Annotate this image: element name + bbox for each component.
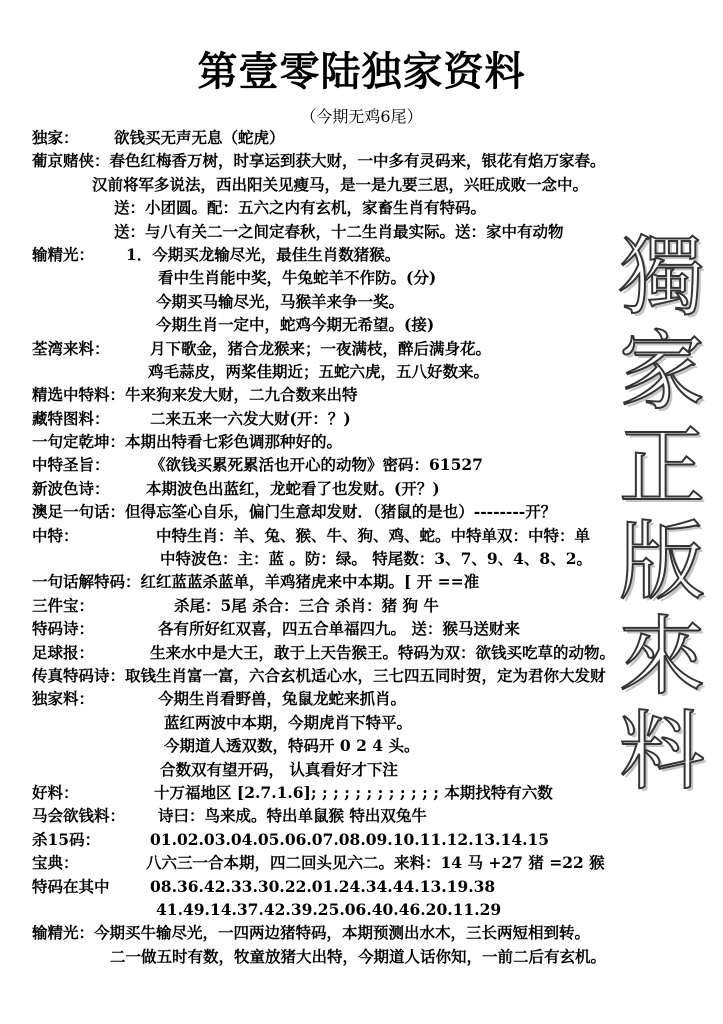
section-temashi <box>32 617 672 640</box>
section-pujing <box>32 149 672 172</box>
section-shujingguang-2 <box>32 921 672 944</box>
section-line: 二一做五时有数，牧童放猪大出特，今期道人话你知，一前二后有玄机。 <box>110 946 607 966</box>
section-dujialiao <box>32 687 672 710</box>
section-text: 08.36.42.33.30.22.01.24.34.44.13.19.38 <box>150 876 496 896</box>
section-label: 三件宝： <box>32 595 95 615</box>
section-line: 合数双有望开码， 认真看好才下注 <box>160 759 398 779</box>
section-shengzhi <box>32 453 672 476</box>
section-text: 杀尾：5尾 杀合：三合 杀肖：猪 狗 牛 <box>174 595 439 615</box>
section-text: 欲钱买无声无息（蛇虎） <box>114 128 285 147</box>
section-label: 一句定乾坤： <box>32 432 126 452</box>
section-line: 鸡毛蒜皮，两桨佳期近；五蛇六虎，五八好数来。 <box>148 361 490 381</box>
section-dujia <box>32 126 672 149</box>
section-aozu <box>32 500 672 523</box>
section-text: 本期波色出蓝红，龙蛇看了也发财。(开？) <box>146 478 440 498</box>
section-label: 输精光： <box>32 244 95 264</box>
section-label: 中特： <box>32 525 79 545</box>
section-zhongte <box>32 524 672 547</box>
section-text: 八六三一合本期，四二回头见六二。来料：14 马 +27 猪 =22 猴 <box>146 853 605 873</box>
section-jieteima <box>32 570 672 593</box>
section-label: 藏特图料： <box>32 408 110 428</box>
section-text: 月下歌金，猪合龙猴来；一夜满枝，醉后满身花。 <box>150 338 492 358</box>
section-label: 葡京赌侠： <box>32 151 110 171</box>
section-line: 今期买马输尽光，马猴羊来争一奖。 <box>156 291 405 311</box>
section-label: 精选中特料： <box>32 385 126 405</box>
section-text: 诗曰：鸟来成。特出单鼠猴 特出双兔牛 <box>158 806 427 826</box>
section-line: 蓝红两波中本期，今期虎肖下特平。 <box>164 712 413 732</box>
section-label: 马会欲钱料： <box>32 806 126 826</box>
section-text: 牛来狗来发大财，二九合数来出特 <box>125 385 358 405</box>
section-haoliao <box>32 781 672 804</box>
section-text: 十万福地区 [2.7.1.6]; ; ; ; ; ; ; ; ; ; ; ; 本期找特有六数 <box>154 782 553 802</box>
section-jingxuan <box>32 383 672 406</box>
section-text: 今期买牛输尽光，一四两边猪特码，本期预测出水木，三长两短相到转。 <box>94 923 591 943</box>
page-title: 第壹零陆独家资料 <box>197 49 526 95</box>
section-text: 中特生肖：羊、兔、猴、牛、狗、鸡、蛇。中特单双：中特：单 <box>156 525 591 545</box>
section-tema-qizhong <box>32 875 672 898</box>
section-label: 一句话解特码： <box>32 572 141 592</box>
section-text: 《欲钱买累死累活也开心的动物》密码：61527 <box>150 455 483 475</box>
section-text: 取钱生肖富一富，六合玄机适心水，三七四五同时贺，定为君你大发财 <box>125 665 606 685</box>
section-label: 足球报： <box>32 642 95 662</box>
section-line: 中特波色：主：蓝 。防：绿。 特尾数：3、7、9、4、8、2。 <box>160 549 593 569</box>
section-label: 杀15码： <box>32 829 101 849</box>
section-bose-shi <box>32 477 672 500</box>
section-line: 41.49.14.37.42.39.25.06.40.46.20.11.29 <box>156 899 502 919</box>
section-zuqiubao <box>32 641 672 664</box>
section-label: 宝典： <box>32 853 79 873</box>
section-label: 澳足一句话： <box>32 502 126 522</box>
section-label: 特码在其中 <box>32 876 110 896</box>
section-text: 1．今期买龙输尽光，最佳生肖数猪猴。 <box>126 244 401 264</box>
section-line: 汉前将军多说法，西出阳关见瘦马，是一是九要三思，兴旺成败一念中。 <box>92 174 589 194</box>
section-label: 好料： <box>32 782 79 802</box>
section-label: 荃湾来料： <box>32 338 110 358</box>
section-text: 红红蓝蓝杀蓝单，羊鸡猪虎来中本期。[ 开 ==准 <box>140 572 480 592</box>
watermark-char: 版 <box>619 512 705 612</box>
section-mahui <box>32 804 672 827</box>
watermark-char: 獨 <box>619 227 705 327</box>
section-cangtetu <box>32 407 672 430</box>
section-quanwan <box>32 337 672 360</box>
content-body <box>32 126 672 968</box>
section-text: 二来五来一六发大财(开：？) <box>150 408 351 428</box>
section-text: 今期生肖看野兽，兔鼠龙蛇来抓肖。 <box>158 689 407 709</box>
section-label: 特码诗： <box>32 619 95 639</box>
section-baodian <box>32 851 672 874</box>
section-text: 各有所好红双喜，四五合单福四九。 送：猴马送财来 <box>158 619 520 639</box>
section-text: 本期出特看七彩色调那种好的。 <box>125 432 343 452</box>
section-text: 生来水中是大王，敢于上天告猴王。特码为双：欲钱买吃草的动物。 <box>150 642 616 662</box>
section-line: 今期生肖一定中，蛇鸡今期无希望。(接) <box>156 315 435 335</box>
section-label: 传真特码诗： <box>32 665 126 685</box>
section-line: 送：小团圆。配：五六之内有玄机，家畜生肖有特码。 <box>114 198 487 218</box>
section-text: 01.02.03.04.05.06.07.08.09.10.11.12.13.14.15 <box>150 829 550 849</box>
section-text: 春色红梅香万树，时享运到获大财，一中多有灵码来，银花有焰万家春。 <box>109 151 606 171</box>
section-sanjianbao <box>32 594 672 617</box>
page-subtitle: （今期无鸡6尾） <box>300 107 423 126</box>
section-label: 中特圣旨： <box>32 455 110 475</box>
watermark-char: 家 <box>619 322 705 422</box>
section-line: 送：与八有关二一之间定春秋，十二生肖最实际。送：家中有动物 <box>114 221 564 241</box>
watermark-char: 正 <box>619 417 705 517</box>
section-line: 今期道人透双数，特码开 0 2 4 头。 <box>164 736 420 756</box>
section-label: 新波色诗： <box>32 478 110 498</box>
section-text: 但得忘筌心自乐，偏门生意却发财．（猪鼠的是也）--------开？ <box>125 502 557 522</box>
section-label: 独家料： <box>32 689 95 709</box>
section-label: 独家： <box>32 128 79 147</box>
section-label: 输精光： <box>32 923 95 943</box>
watermark-char: 料 <box>619 702 705 802</box>
section-line: 看中生肖能中奖，牛兔蛇羊不作防。(分) <box>158 268 437 288</box>
watermark-stamp <box>612 227 712 802</box>
watermark-char: 來 <box>619 607 705 707</box>
section-sha15ma <box>32 828 672 851</box>
section-chuanzhen <box>32 664 672 687</box>
section-shujingguang <box>32 243 672 266</box>
section-yiju-qiankun <box>32 430 672 453</box>
